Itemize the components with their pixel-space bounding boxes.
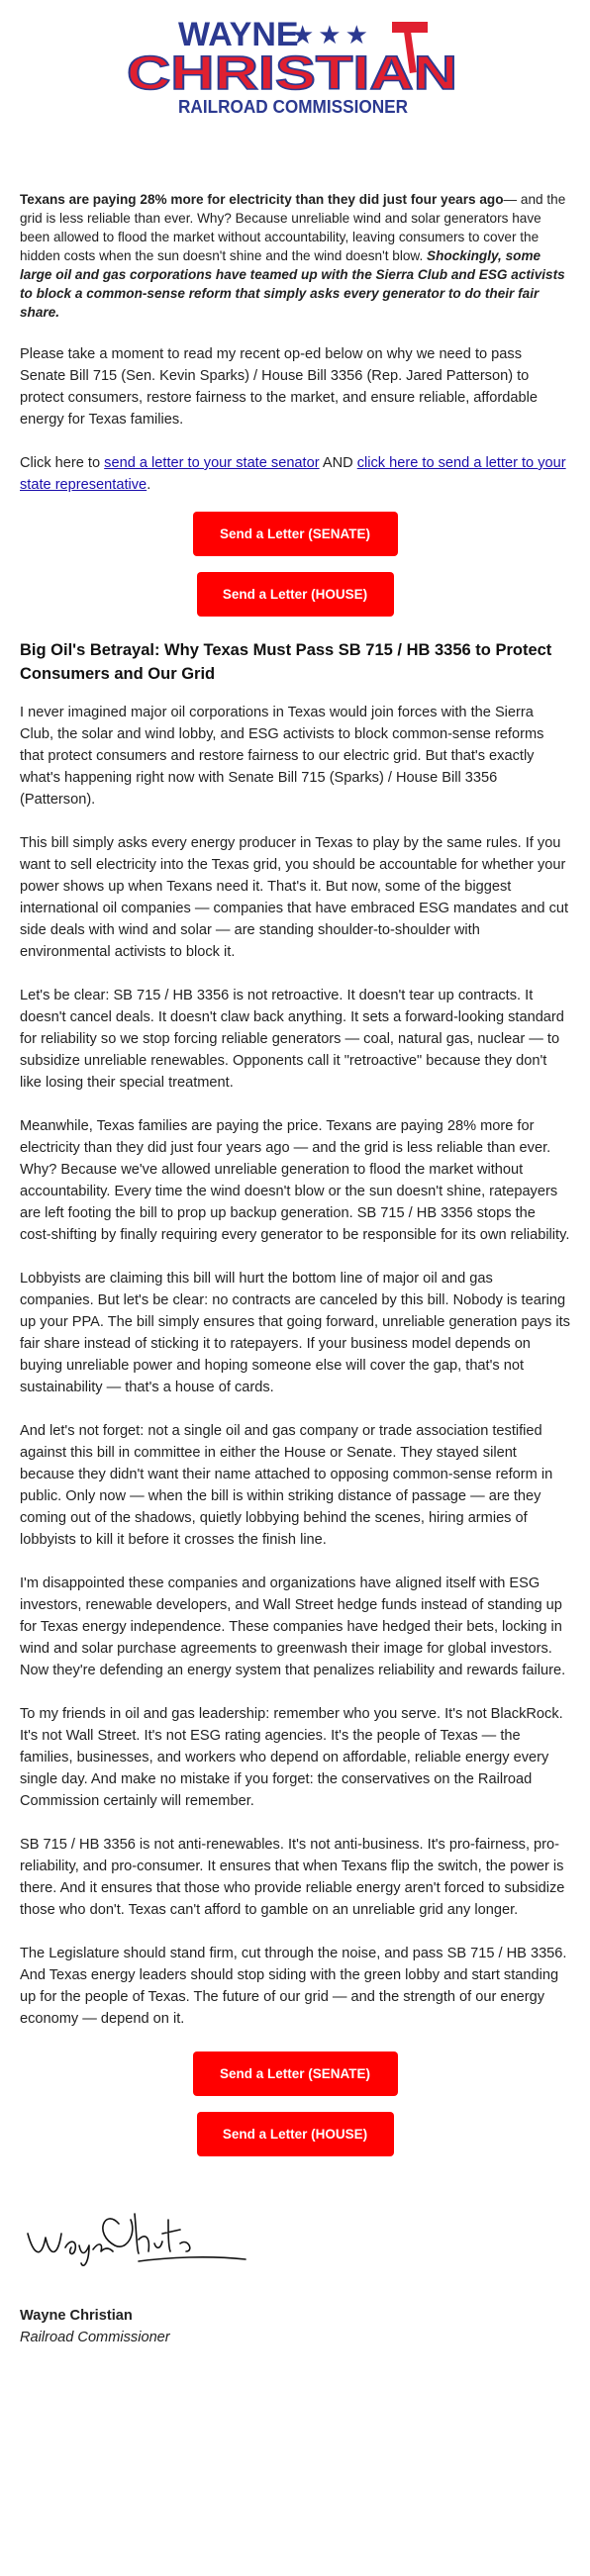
cta-prefix: Click here to: [20, 455, 105, 471]
logo-line2: CHRISTIAN: [127, 48, 457, 100]
button-row-senate-bottom: [20, 2051, 570, 2096]
logo-header: [0, 0, 590, 129]
button-row-house-top: [20, 572, 570, 617]
intro-paragraph: [20, 190, 570, 322]
article-title: Big Oil's Betrayal: Why Texas Must Pass SB 715 / HB 3356 to Protect Consumers and Our Grid: [20, 641, 552, 683]
article-paragraph: To my friends in oil and gas leadership: remember who you serve. It's not BlackRock. It's not Wall Street. It's not ESG rating agencies. It's the people of Texas — the families, businesses, and workers who depend on affordable, reliable energy every single day. And make no mistake if you forget: the conservatives on the Railroad Commission certainly will remember.: [20, 1706, 563, 1809]
article-paragraph: The Legislature should stand firm, cut through the noise, and pass SB 715 / HB 3356. And Texas energy leaders should stop siding with the green lobby and start standing up for the people of Texas. The future of our grid — and the strength of our energy economy — depend on it.: [20, 1946, 567, 2027]
article-paragraph: Lobbyists are claiming this bill will hurt the bottom line of major oil and gas companies. But let's be clear: no contracts are canceled by this bill. Nobody is tearing up your PPA. The bill simply ensures that going forward, unreliable generation pays its fair share instead of sticking it to ratepayers. If your business model depends on buying unreliable power and hoping someone else will cover the gap, that's not sustainability — that's a house of cards.: [20, 1271, 570, 1395]
send-letter-house-button[interactable]: Send a Letter (HOUSE): [197, 2112, 394, 2156]
article-paragraph: I never imagined major oil corporations in Texas would join forces with the Sierra Club, the solar and wind lobby, and ESG activists to block common-sense reforms that protect consumers and restore fairness to our electric grid. But that's exactly what's happening right now with Senate Bill 715 (Sparks) / House Bill 3356 (Patterson).: [20, 705, 544, 808]
logo-line3: RAILROAD COMMISSIONER: [178, 97, 409, 117]
article-paragraph: I'm disappointed these companies and organizations have aligned itself with ESG investors, renewable developers, and Wall Street hedge funds instead of standing up for Texas energy independence. These companies have hedged their bets, locking in wind and solar purchase agreements to greenwash their image for global investors. Now they're defending an energy system that penalizes reliability and rewards failure.: [20, 1575, 566, 1678]
signature-title: Railroad Commissioner: [20, 2330, 170, 2345]
signature-name: Wayne Christian: [20, 2308, 133, 2324]
handwritten-signature: [20, 2194, 257, 2273]
article-paragraph: This bill simply asks every energy producer in Texas to play by the same rules. If you want to sell electricity into the Texas grid, you should be accountable for whether your power shows up when Texans need it. That's it. But now, some of the biggest international oil companies — companies that have embraced ESG mandates and cut side deals with wind and solar — are standing shoulder-to-shoulder with environmental activists to block it.: [20, 835, 569, 960]
send-letter-senator-link[interactable]: send a letter to your state senator: [104, 455, 320, 471]
cta-and: AND: [319, 455, 357, 471]
cta-suffix: .: [147, 477, 151, 493]
intro-bold-lead: Texans are paying 28% more for electricity than they did just four years ago: [20, 192, 504, 207]
intro-bold-italic: Shockingly, some large oil and gas corporations have teamed up with the Sierra Club and ESG activists to block a common-sense reform that simply asks every generator to do their fair share.: [20, 248, 565, 320]
send-letter-senate-button[interactable]: Send a Letter (SENATE): [193, 2051, 398, 2096]
article-paragraph: SB 715 / HB 3356 is not anti-renewables. It's not anti-business. It's pro-fairness, pro-reliability, and pro-consumer. It ensures that when Texans flip the switch, the power is there. And it ensures that those who provide reliable energy aren't forced to subsidize those who don't. Texas can't afford to gamble on an unreliable grid any longer.: [20, 1837, 565, 1918]
logo-stars: ★★★: [291, 21, 372, 50]
button-row-house-bottom: [20, 2112, 570, 2156]
email-content: [0, 129, 590, 2347]
article-paragraph: Meanwhile, Texas families are paying the price. Texans are paying 28% more for electricity than they did just four years ago — and the grid is less reliable than ever. Why? Because we've allowed unreliable generation to flood the market without accountability. Every time the wind doesn't blow or the sun doesn't shine, ratepayers are left footing the bill to prop up backup generation. SB 715 / HB 3356 stops the cost-shifting by finally requiring every generator to be responsible for its own reliability.: [20, 1118, 570, 1243]
send-letter-representative-link[interactable]: click here to send a letter to your state representative: [20, 455, 566, 493]
send-letter-house-button[interactable]: Send a Letter (HOUSE): [197, 572, 394, 617]
article-paragraph: And let's not forget: not a single oil and gas company or trade association testified against this bill in committee in either the House or Senate. They stayed silent because they didn't want their name attached to opposing common-sense reform in public. Only now — when the bill is within striking distance of passage — are they coming out of the shadows, quietly lobbying behind the scenes, hiring armies of lobbyists to kill it before it crosses the finish line.: [20, 1423, 553, 1548]
send-letter-senate-button[interactable]: Send a Letter (SENATE): [193, 512, 398, 556]
article-paragraph: Let's be clear: SB 715 / HB 3356 is not retroactive. It doesn't tear up contracts. It doesn't cancel deals. It doesn't claw back anything. It sets a forward-looking standard for reliability so we stop forcing reliable generators — coal, natural gas, nuclear — to subsidize unreliable renewables. Opponents call it "retroactive" because they don't like losing their special treatment.: [20, 988, 564, 1091]
intro-text: — and the grid is less reliable than ever. Why? Because unreliable wind and solar generators have been allowed to flood the market without accountability, leaving consumers to cover the hidden costs when the sun doesn't shine and the wind doesn't blow.: [20, 192, 566, 263]
button-row-senate-top: [20, 512, 570, 556]
wayne-christian-logo: [107, 10, 483, 119]
logo-line1: WAYNE: [178, 16, 299, 53]
cta-paragraph: [20, 452, 570, 496]
ask-paragraph: Please take a moment to read my recent op-ed below on why we need to pass Senate Bill 715 (Sen. Kevin Sparks) / House Bill 3356 (Rep. Jared Patterson) to protect consumers, restore fairness to the market, and ensure reliable, affordable energy for Texas families.: [20, 346, 538, 428]
signature-block: [20, 2172, 570, 2347]
